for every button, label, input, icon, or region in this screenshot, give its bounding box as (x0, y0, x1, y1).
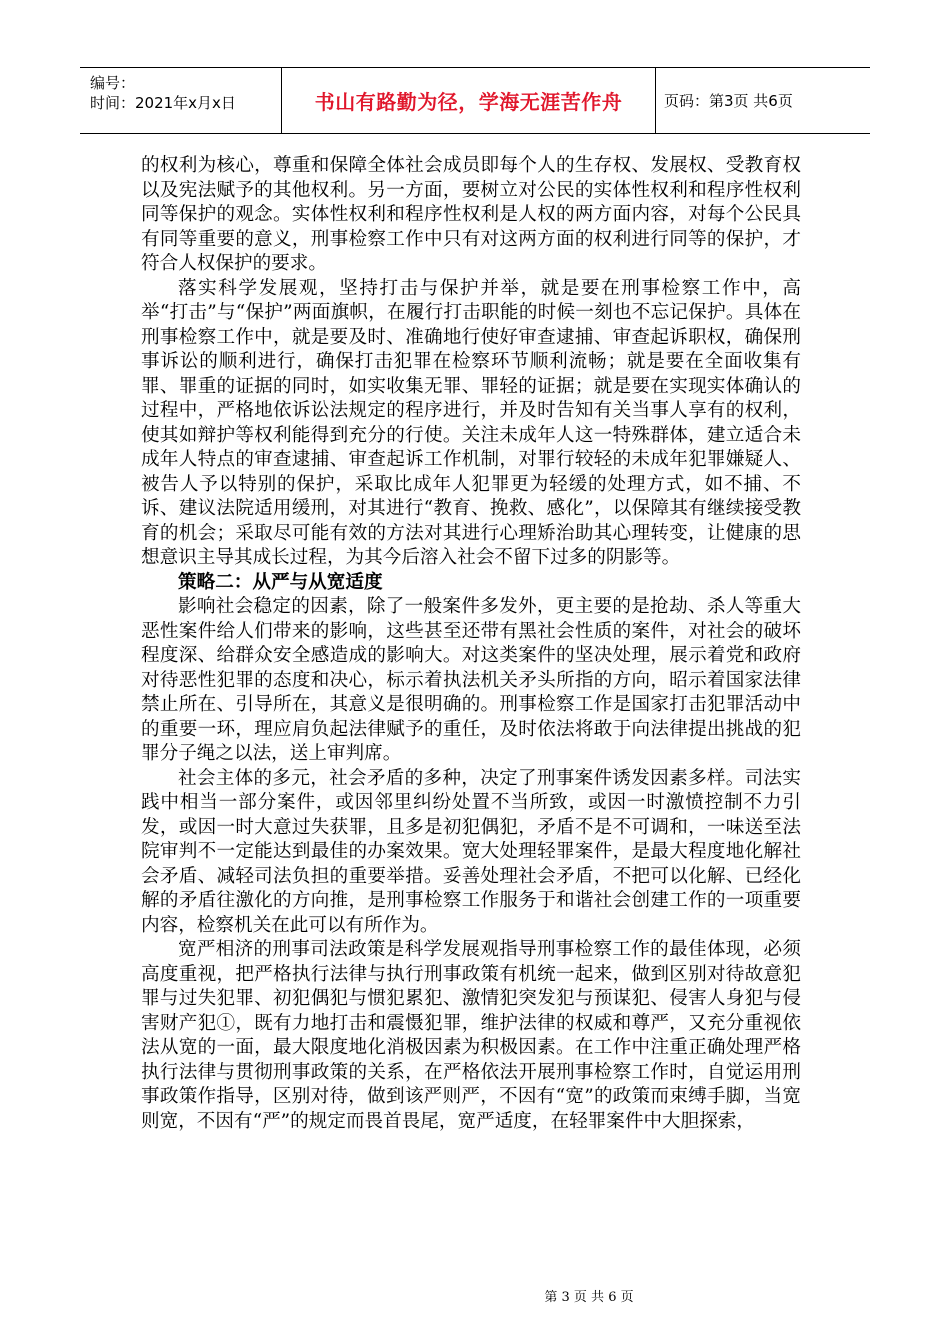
header-page-info: 页码：第3页 共6页 (664, 92, 793, 110)
paragraph-1: 的权利为核心，尊重和保障全体社会成员即每个人的生存权、发展权、受教育权以及宪法赋予的其他权利。另一方面，要树立对公民的实体性权利和程序性权利同等保护的观念。实体性权利和程序性权利是人权的两方面内容，对每个公民具有同等重要的意义，刑事检察工作中只有对这两方面的权利进行同等的保护，才符合人权保护的要求。 (141, 155, 801, 274)
paragraph-5: 宽严相济的刑事司法政策是科学发展观指导刑事检察工作的最佳体现，必须高度重视，把严格执行法律与执行刑事政策有机统一起来，做到区别对待故意犯罪与过失犯罪、初犯偶犯与惯犯累犯、激情犯突发犯与预谋犯、侵害人身犯与侵害财产犯①，既有力地打击和震慑犯罪，维护法律的权威和尊严，又充分重视依法从宽的一面，最大限度地化消极因素为积极因素。在工作中注重正确处理严格执行法律与贯彻刑事政策的关系，在严格依法开展刑事检察工作时，自觉运用刑事政策作指导，区别对待，做到该严则严，不因有“宽”的政策而束缚手脚，当宽则宽，不因有“严”的规定而畏首畏尾，宽严适度，在轻罪案件中大胆探索， (141, 939, 801, 1132)
paragraph-2: 落实科学发展观，坚持打击与保护并举，就是要在刑事检察工作中，高举“打击”与“保护”两面旗帜，在履行打击职能的时候一刻也不忘记保护。具体在刑事检察工作中，就是要及时、准确地行使好审查逮捕、审查起诉职权，确保刑事诉讼的顺利进行，确保打击犯罪在检察环节顺利流畅；就是要在全面收集有罪、罪重的证据的同时，如实收集无罪、罪轻的证据；就是要在实现实体确认的过程中，严格地依诉讼法规定的程序进行，并及时告知有关当事人享有的权利，使其如辩护等权利能得到充分的行使。关注未成年人这一特殊群体，建立适合未成年人特点的审查逮捕、审查起诉工作机制，对罪行较轻的未成年犯罪嫌疑人、被告人予以特别的保护，采取比成年人犯罪更为轻缓的处理方式，如不捕、不诉、建议法院适用缓刑，对其进行“教育、挽救、感化”，以保障其有继续接受教育的机会；采取尽可能有效的方法对其进行心理矫治助其心理转变，让健康的思想意识主导其成长过程，为其今后溶入社会不留下过多的阴影等。 (141, 277, 801, 568)
header-meta (80, 68, 282, 133)
document-header (80, 67, 870, 134)
header-motto: 书山有路勤为径，学海无涯苦作舟 (282, 68, 656, 133)
section-heading-strategy-2: 策略二：从严与从宽适度 (178, 571, 383, 593)
paragraph-3: 影响社会稳定的因素，除了一般案件多发外，更主要的是抢劫、杀人等重大恶性案件给人们带来的影响，这些甚至还带有黑社会性质的案件，对社会的破坏程度深、给群众安全感造成的影响大。对这类案件的坚决处理，展示着党和政府对待恶性犯罪的态度和决心，标示着执法机关矛头所指的方向，昭示着国家法律禁止所在、引导所在，其意义是很明确的。刑事检察工作是国家打击犯罪活动中的重要一环，理应肩负起法律赋予的重任，及时依法将敢于向法律提出挑战的犯罪分子绳之以法，送上审判席。 (141, 596, 801, 764)
time-label: 时间：2021年x月x日 (90, 94, 236, 112)
document-body (141, 154, 801, 1134)
paragraph-4: 社会主体的多元，社会矛盾的多种，决定了刑事案件诱发因素多样。司法实践中相当一部分案件，或因邻里纠纷处置不当所致，或因一时激愤控制不力引发，或因一时大意过失获罪，且多是初犯偶犯，矛盾不是不可调和，一味送至法院审判不一定能达到最佳的办案效果。宽大处理轻罪案件，是最大程度地化解社会矛盾、减轻司法负担的重要举措。妥善处理社会矛盾，不把可以化解、已经化解的矛盾往激化的方向推，是刑事检察工作服务于和谐社会创建工作的一项重要内容，检察机关在此可以有所作为。 (141, 767, 801, 936)
number-label: 编号： (90, 74, 136, 92)
page-footer: 第 3 页 共 6 页 (544, 1290, 634, 1305)
